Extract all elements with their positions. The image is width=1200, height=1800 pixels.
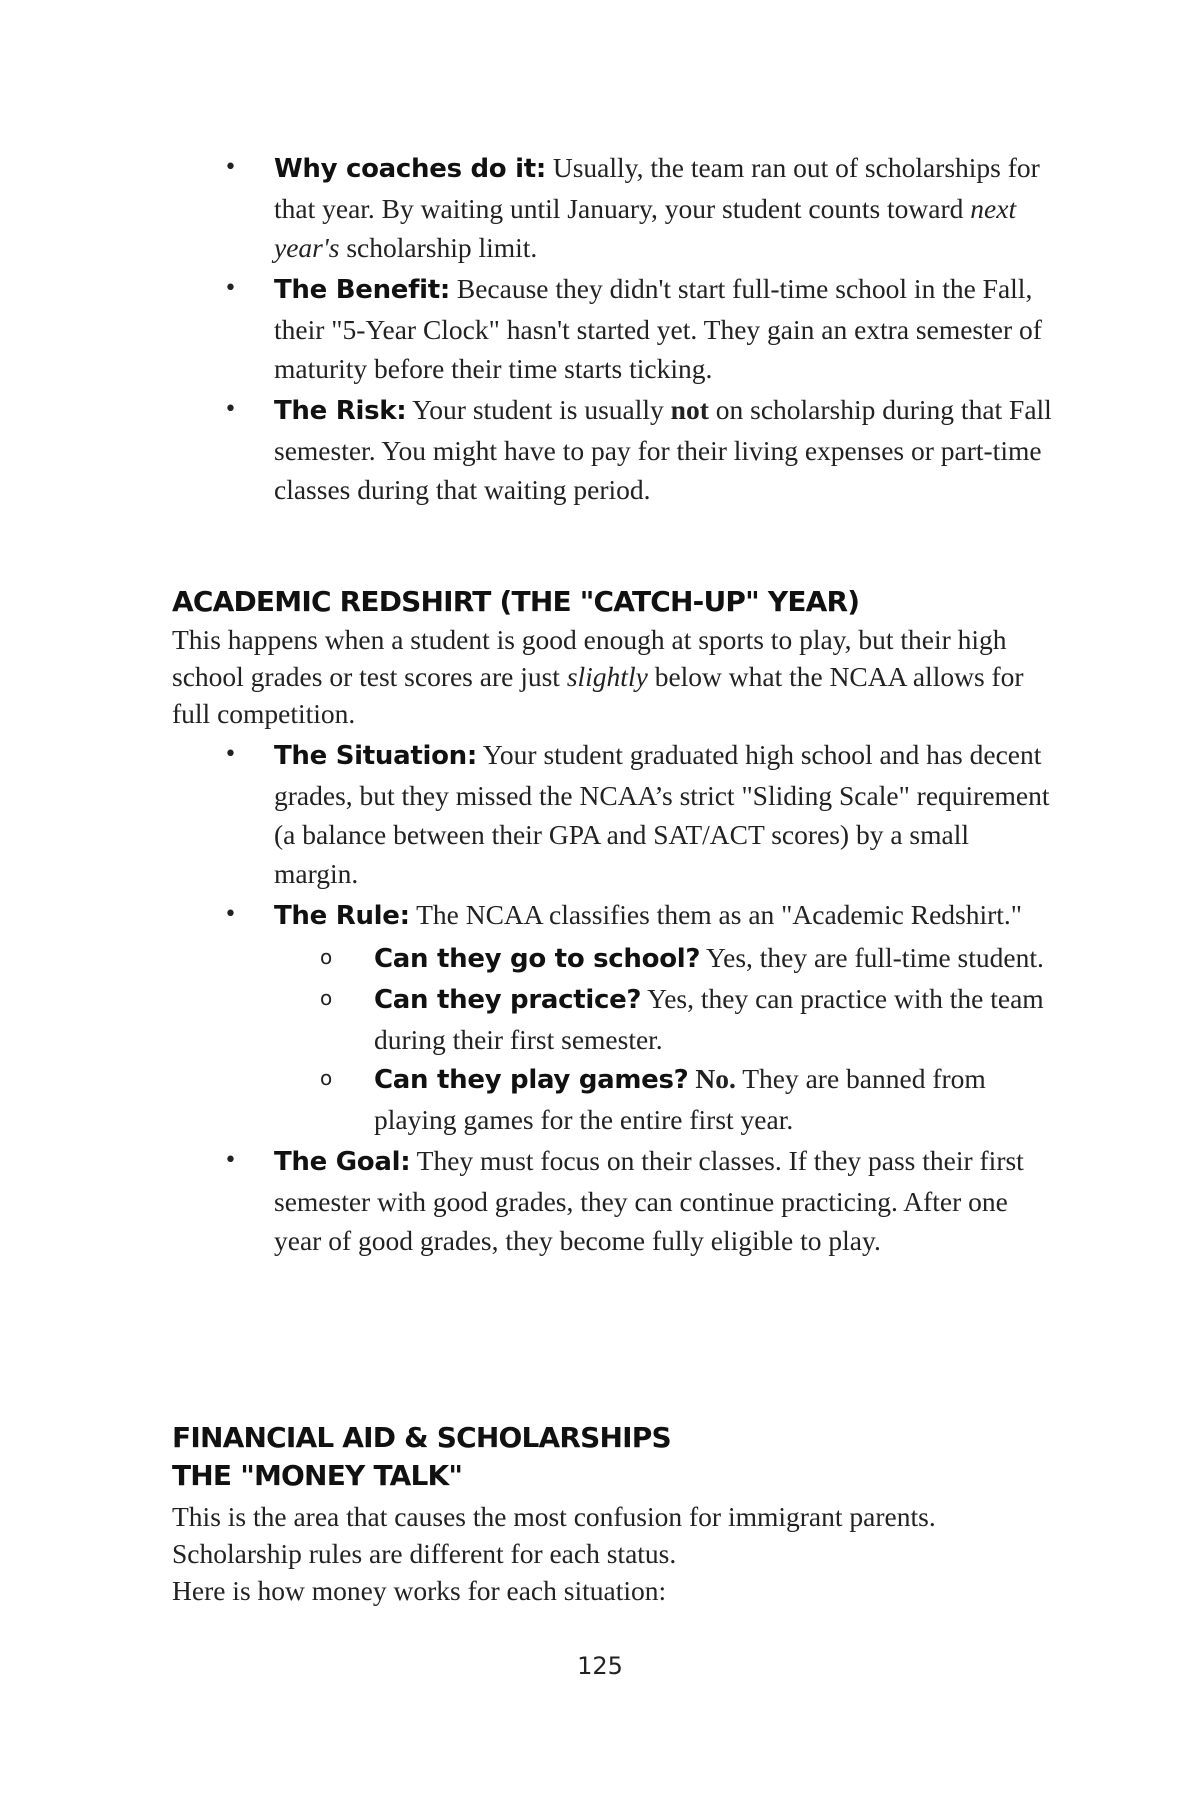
list-item: • The Rule: The NCAA classifies them as an "Academic Redshirt." o Can they go to school? Yes, they are full-time student. o Can they practice? Yes, they can practice with the team during their first semester. o Can they play games? No. They are banned from playing games for the entire first year. xyxy=(222,895,1052,1139)
item-lead: The Goal: xyxy=(274,1147,411,1177)
item-lead: Can they play games? xyxy=(374,1065,689,1095)
sub-list-item: o Can they practice? Yes, they can practice with the team during their first semester. xyxy=(274,979,1052,1059)
item-lead: Why coaches do it: xyxy=(274,154,546,184)
item-lead: The Situation: xyxy=(274,741,477,771)
circle-bullet-icon: o xyxy=(320,1066,333,1090)
item-lead: The Rule: xyxy=(274,901,410,931)
sub-list-item: o Can they go to school? Yes, they are full-time student. xyxy=(274,938,1052,979)
rule-sub-list xyxy=(274,938,1052,1139)
item-lead: Can they go to school? xyxy=(374,944,701,974)
bullet-icon: • xyxy=(224,1148,237,1173)
bullet-icon: • xyxy=(224,902,237,927)
list-item: • The Risk: Your student is usually not on scholarship during that Fall semester. You might have to pay for their living expenses or part-time classes during that waiting period. xyxy=(222,390,1052,509)
section-heading-financial-aid: FINANCIAL AID & SCHOLARSHIPS xyxy=(172,1421,671,1454)
section-heading-academic-redshirt: ACADEMIC REDSHIRT (THE "CATCH-UP" YEAR) xyxy=(172,585,860,618)
circle-bullet-icon: o xyxy=(320,945,333,969)
paragraph-line: Here is how money works for each situation: xyxy=(172,1575,667,1606)
list-item: • Why coaches do it: Usually, the team ran out of scholarships for that year. By waiting until January, your student counts toward next year's scholarship limit. xyxy=(222,148,1052,267)
list-item: • The Goal: They must focus on their classes. If they pass their first semester with good grades, they can continue practicing. After one year of good grades, they become fully eligible to play. xyxy=(222,1141,1052,1260)
bullet-icon: • xyxy=(224,397,237,422)
paragraph-line: Scholarship rules are different for each status. xyxy=(172,1538,677,1569)
bullet-icon: • xyxy=(224,155,237,180)
circle-bullet-icon: o xyxy=(320,986,333,1010)
page-number: 125 xyxy=(577,1652,623,1680)
academic-bullet-list xyxy=(222,735,1052,1260)
financial-intro-paragraph xyxy=(172,1498,1052,1609)
bullet-icon: • xyxy=(224,276,237,301)
item-lead: Can they practice? xyxy=(374,985,642,1015)
item-lead: The Benefit: xyxy=(274,275,450,305)
paragraph-line: This is the area that causes the most confusion for immigrant parents. xyxy=(172,1501,936,1532)
redshirt-bullet-list xyxy=(222,148,1052,509)
section-subheading-money-talk: THE "MONEY TALK" xyxy=(172,1459,463,1492)
academic-intro-paragraph: This happens when a student is good enough at sports to play, but their high school grades or test scores are just slightly below what the NCAA allows for full competition. xyxy=(172,624,1024,729)
item-lead: The Risk: xyxy=(274,396,407,426)
list-item: • The Situation: Your student graduated high school and has decent grades, but they missed the NCAA’s strict "Sliding Scale" requirement (a balance between their GPA and SAT/ACT scores) by a small margin. xyxy=(222,735,1052,893)
sub-list-item: o Can they play games? No. They are banned from playing games for the entire first year. xyxy=(274,1059,1052,1139)
bullet-icon: • xyxy=(224,742,237,767)
list-item: • The Benefit: Because they didn't start full-time school in the Fall, their "5-Year Clock" hasn't started yet. They gain an extra semester of maturity before their time starts ticking. xyxy=(222,269,1052,388)
